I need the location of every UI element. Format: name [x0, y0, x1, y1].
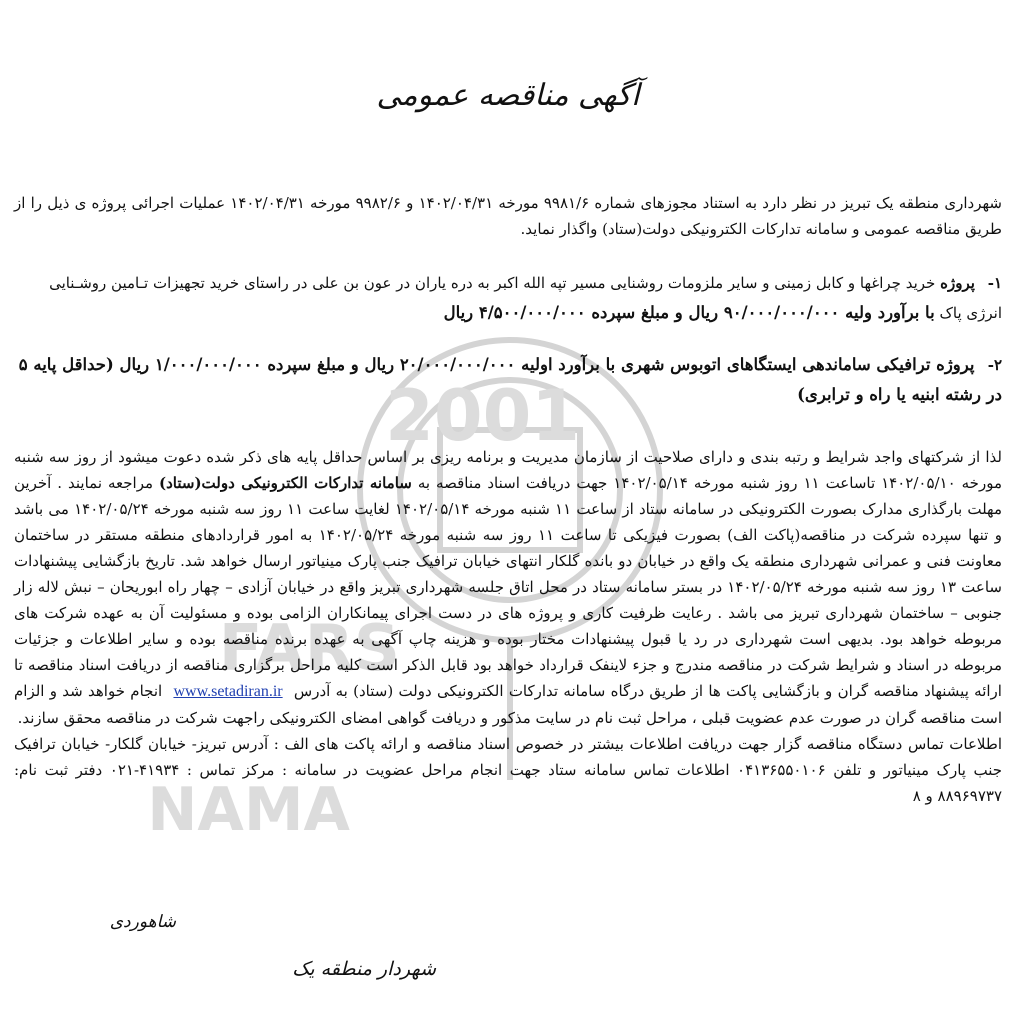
item-description: پروژه ترافیکی ساماندهی ایستگاهای اتوبوس شهری با برآورد اولیه ۲۰/۰۰۰/۰۰۰/۰۰۰ ریال و مبلغ سپرده ۱/۰۰۰/۰۰۰/۰۰۰ ریال (حداقل پایه ۵ در رشته ابنیه یا راه و ترابری) — [18, 355, 1002, 404]
intro-paragraph — [14, 190, 1002, 242]
conditions-text-3: انجام خواهد شد و الزام است مناقصه گران در صورت عدم عضویت قبلی ، مراحل ثبت نام در سایت مذکور و دریافت گواهی امضای الکترونیکی راجهت شرکت در مناقصه محقق سازند. — [14, 682, 1002, 727]
item-number: ۱- — [987, 274, 1002, 292]
svg-text:NAMA: NAMA — [147, 775, 350, 845]
project-item-1 — [14, 268, 1002, 328]
conditions-paragraph — [14, 444, 1002, 809]
svg-text:2001: 2001 — [385, 375, 580, 457]
svg-text:FARS: FARS — [218, 612, 400, 686]
project-item-2 — [14, 350, 1002, 410]
item-lead: پروژه — [940, 274, 975, 292]
conditions-text-2: مراجعه نمایند . آخرین مهلت بارگذاری مدارک بصورت الکترونیکی در سامانه ستاد از ساعت ۱۱ شنبه مورخه ۱۴۰۲/۰۵/۱۴ لغایت ساعت ۱۱ روز سه شنبه مورخه ۱۴۰۲/۰۵/۲۴ می باشد و تنها سپرده شرکت در مناقصه(پاکت الف) بصورت فیزیکی تا ساعت ۱۱ روز سه شنبه مورخه ۱۴۰۲/۰۵/۲۴ به امور قراردادهای منطقه مستقر در ساختمان معاونت فنی و عمرانی شهرداری منطقه یک واقع در خیابان دو بانده گلکار انتهای خیابان ترافیک جنب پارک مینیاتور ارسال خواهد شد. تاریخ بازگشایی پیشنهادات ساعت ۱۳ روز سه شنبه مورخه ۱۴۰۲/۰۵/۲۴ در بستر سامانه ستاد در محل اتاق جلسه شهرداری تبریز واقع در خیابان آزادی – چهار راه ابوریحان – نبش لاله زار جنوبی – ساختمان شهرداری تبریز می باشد . رعایت ظرفیت کاری و پروژه های در دست اجرای پیمانکاران الزامی بوده و مسئولیت آن به عهده شرکت های مربوطه خواهد بود. بدیهی است شهرداری در رد یا قبول پیشنهادات مختار بوده و هزینه چاپ آگهی به عهده برنده مناقصه بوده و سایر اطلاعات و جزئیات مربوطه در اسناد و شرایط شرکت در مناقصه مندرج و جزء لاینفک قرارداد خواهد بود قابل الذکر است کلیه مراحل برگزاری مناقصه از دریافت اسناد مناقصه تا ارائه پیشنهاد مناقصه گران و بازگشایی پاکت ها از طریق درگاه سامانه تدارکات الکترونیکی دولت (ستاد) به آدرس — [14, 474, 1002, 700]
item-description: خرید چراغها و کابل زمینی و سایر ملزومات روشنایی مسیر تپه الله اکبر به دره یاران در عون بن علی در راستای خرید تجهیزات تـامین روشـنایی انرژی پاک — [49, 274, 1002, 322]
item-number: ۲- — [987, 356, 1002, 374]
item-estimate: با برآورد ولیه ۹۰/۰۰۰/۰۰۰/۰۰۰ ریال و مبلغ سپرده ۴/۵۰۰/۰۰۰/۰۰۰ ریال — [443, 303, 935, 322]
contact-info: اطلاعات تماس دستگاه مناقصه گزار جهت دریافت اطلاعات بیشتر در خصوص اسناد مناقصه و ارائه پاکت های الف : آدرس تبریز- خیابان گلکار- خیابان ترافیک جنب پارک مینیاتور و تلفن ۰۴۱۳۶۵۵۰۱۰۶ اطلاعات تماس سامانه ستاد جهت انجام مراحل عضویت در سامانه : مرکز تماس : ۴۱۹۳۴-۰۲۱ دفتر ثبت نام: ۸۸۹۶۹۷۳۷ و ۸ — [14, 735, 1003, 805]
signature-title: شهردار منطقه یک — [292, 958, 436, 980]
setad-system-name: سامانه تدارکات الکترونیکی دولت(ستاد) — [159, 474, 412, 492]
setad-website-link[interactable]: www.setadiran.ir — [173, 683, 283, 700]
page-title: آگهی مناقصه عمومی — [376, 78, 640, 113]
conditions-text-1: لذا از شرکتهای واجد شرایط و رتبه بندی و دارای صلاحیت از سازمان مدیریت و برنامه ریزی بر اساس حداقل پایه های ذکر شده دعوت میشود از روز سه شنبه مورخه ۱۴۰۲/۰۵/۱۰ تاساعت ۱۱ روز شنبه مورخه ۱۴۰۲/۰۵/۱۴ جهت دریافت اسناد مناقصه به — [14, 448, 1002, 492]
intro-text: شهرداری منطقه یک تبریز در نظر دارد به استناد مجوزهای شماره ۹۹۸۱/۶ مورخه ۱۴۰۲/۰۴/۳۱ و ۹۹۸۲/۶ مورخه ۱۴۰۲/۰۴/۳۱ عملیات اجرائی پروژه ی ذیل را از طریق مناقصه عمومی و سامانه تدارکات الکترونیکی دولت(ستاد) واگذار نماید. — [14, 194, 1002, 238]
signature-name: شاهوردی — [109, 912, 176, 932]
